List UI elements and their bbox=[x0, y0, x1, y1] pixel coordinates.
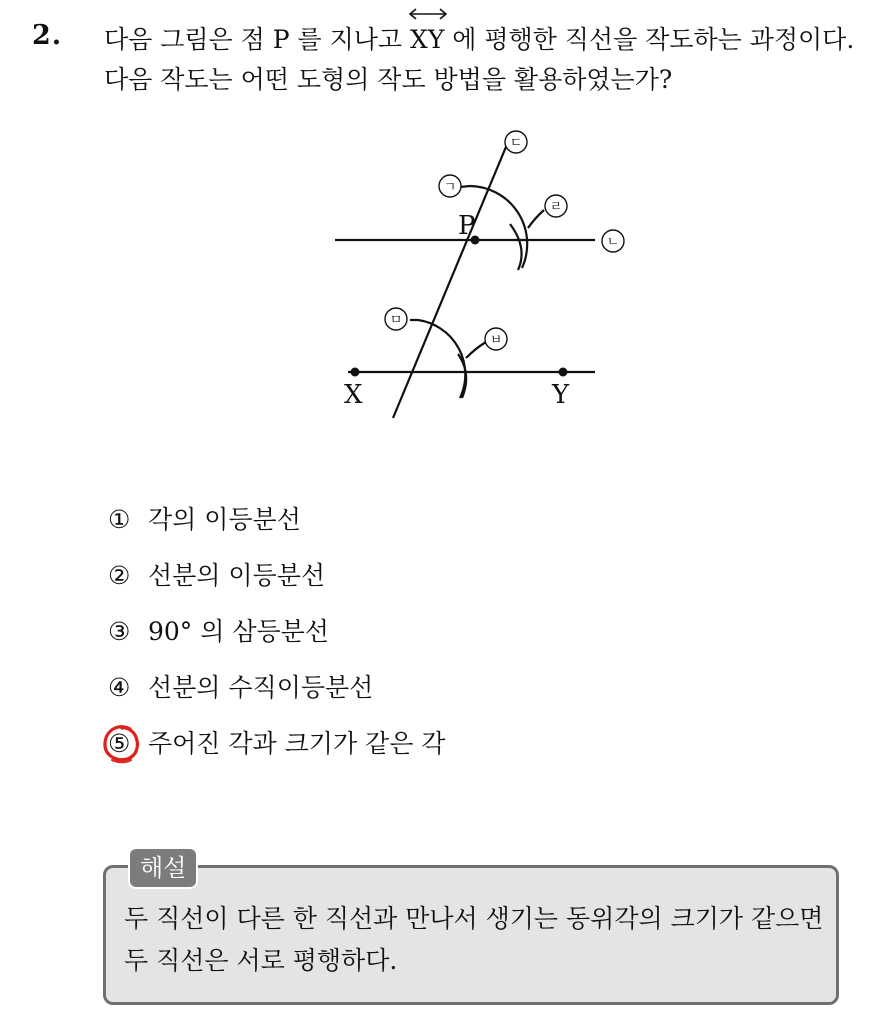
leader-rieul bbox=[528, 210, 544, 228]
choice-1-number: ① bbox=[108, 505, 131, 534]
label-x: X bbox=[344, 380, 363, 410]
line-xy-symbol bbox=[410, 20, 444, 60]
question-line-2: 다음 작도는 어떤 도형의 작도 방법을 활용하였는가? bbox=[104, 65, 673, 94]
answer-circle-mark bbox=[100, 721, 144, 765]
explanation-line-2: 두 직선은 서로 평행하다. bbox=[124, 946, 398, 975]
choice-5-text: 주어진 각과 크기가 같은 각 bbox=[148, 729, 446, 758]
explanation-text bbox=[124, 898, 834, 982]
question-line-1 bbox=[104, 20, 874, 60]
question-number: 2. bbox=[32, 20, 63, 51]
point-y-dot bbox=[559, 368, 568, 377]
arc-upper-cross bbox=[510, 224, 522, 270]
step-label-nieun: ㄴ bbox=[606, 235, 620, 250]
explanation-label: 해설 bbox=[128, 847, 198, 889]
choice-3-number: ③ bbox=[108, 617, 131, 646]
line-xy-label: XY bbox=[410, 25, 445, 54]
step-label-mieum: ㅁ bbox=[389, 313, 403, 328]
question-line-1-end: 에 평행한 직선을 작도하는 과정이다. bbox=[444, 25, 855, 54]
explanation-line-1: 두 직선이 다른 한 직선과 만나서 생기는 동위각의 크기가 같으면 bbox=[124, 904, 824, 933]
choice-4-text: 선분의 수직이등분선 bbox=[148, 673, 374, 702]
label-p: P bbox=[458, 211, 476, 241]
choice-2-text: 선분의 이등분선 bbox=[148, 561, 325, 590]
choice-3[interactable] bbox=[108, 615, 329, 649]
step-label-bieup: ㅂ bbox=[489, 333, 503, 348]
double-arrow-icon bbox=[408, 6, 448, 20]
choice-5-number: ⑤ bbox=[108, 729, 131, 758]
step-label-giyeok: ㄱ bbox=[443, 180, 457, 195]
point-x-dot bbox=[351, 368, 360, 377]
label-y: Y bbox=[552, 380, 570, 410]
choice-4-number: ④ bbox=[108, 673, 131, 702]
choice-3-text: 90° 의 삼등분선 bbox=[148, 617, 329, 646]
step-label-digeut: ㄷ bbox=[509, 136, 523, 151]
arc-upper bbox=[470, 186, 527, 268]
construction-figure bbox=[330, 120, 640, 430]
choice-2[interactable] bbox=[108, 559, 325, 593]
step-label-rieul: ㄹ bbox=[549, 200, 563, 215]
arc-lower bbox=[418, 320, 465, 398]
question-text bbox=[104, 20, 874, 100]
choice-1-text: 각의 이등분선 bbox=[148, 505, 301, 534]
leader-bieup bbox=[466, 342, 486, 358]
choice-4[interactable] bbox=[108, 671, 373, 705]
choice-2-number: ② bbox=[108, 561, 131, 590]
choice-5[interactable] bbox=[108, 727, 445, 761]
choice-1[interactable] bbox=[108, 503, 301, 537]
question-line-1-start: 다음 그림은 점 P 를 지나고 bbox=[104, 25, 411, 54]
